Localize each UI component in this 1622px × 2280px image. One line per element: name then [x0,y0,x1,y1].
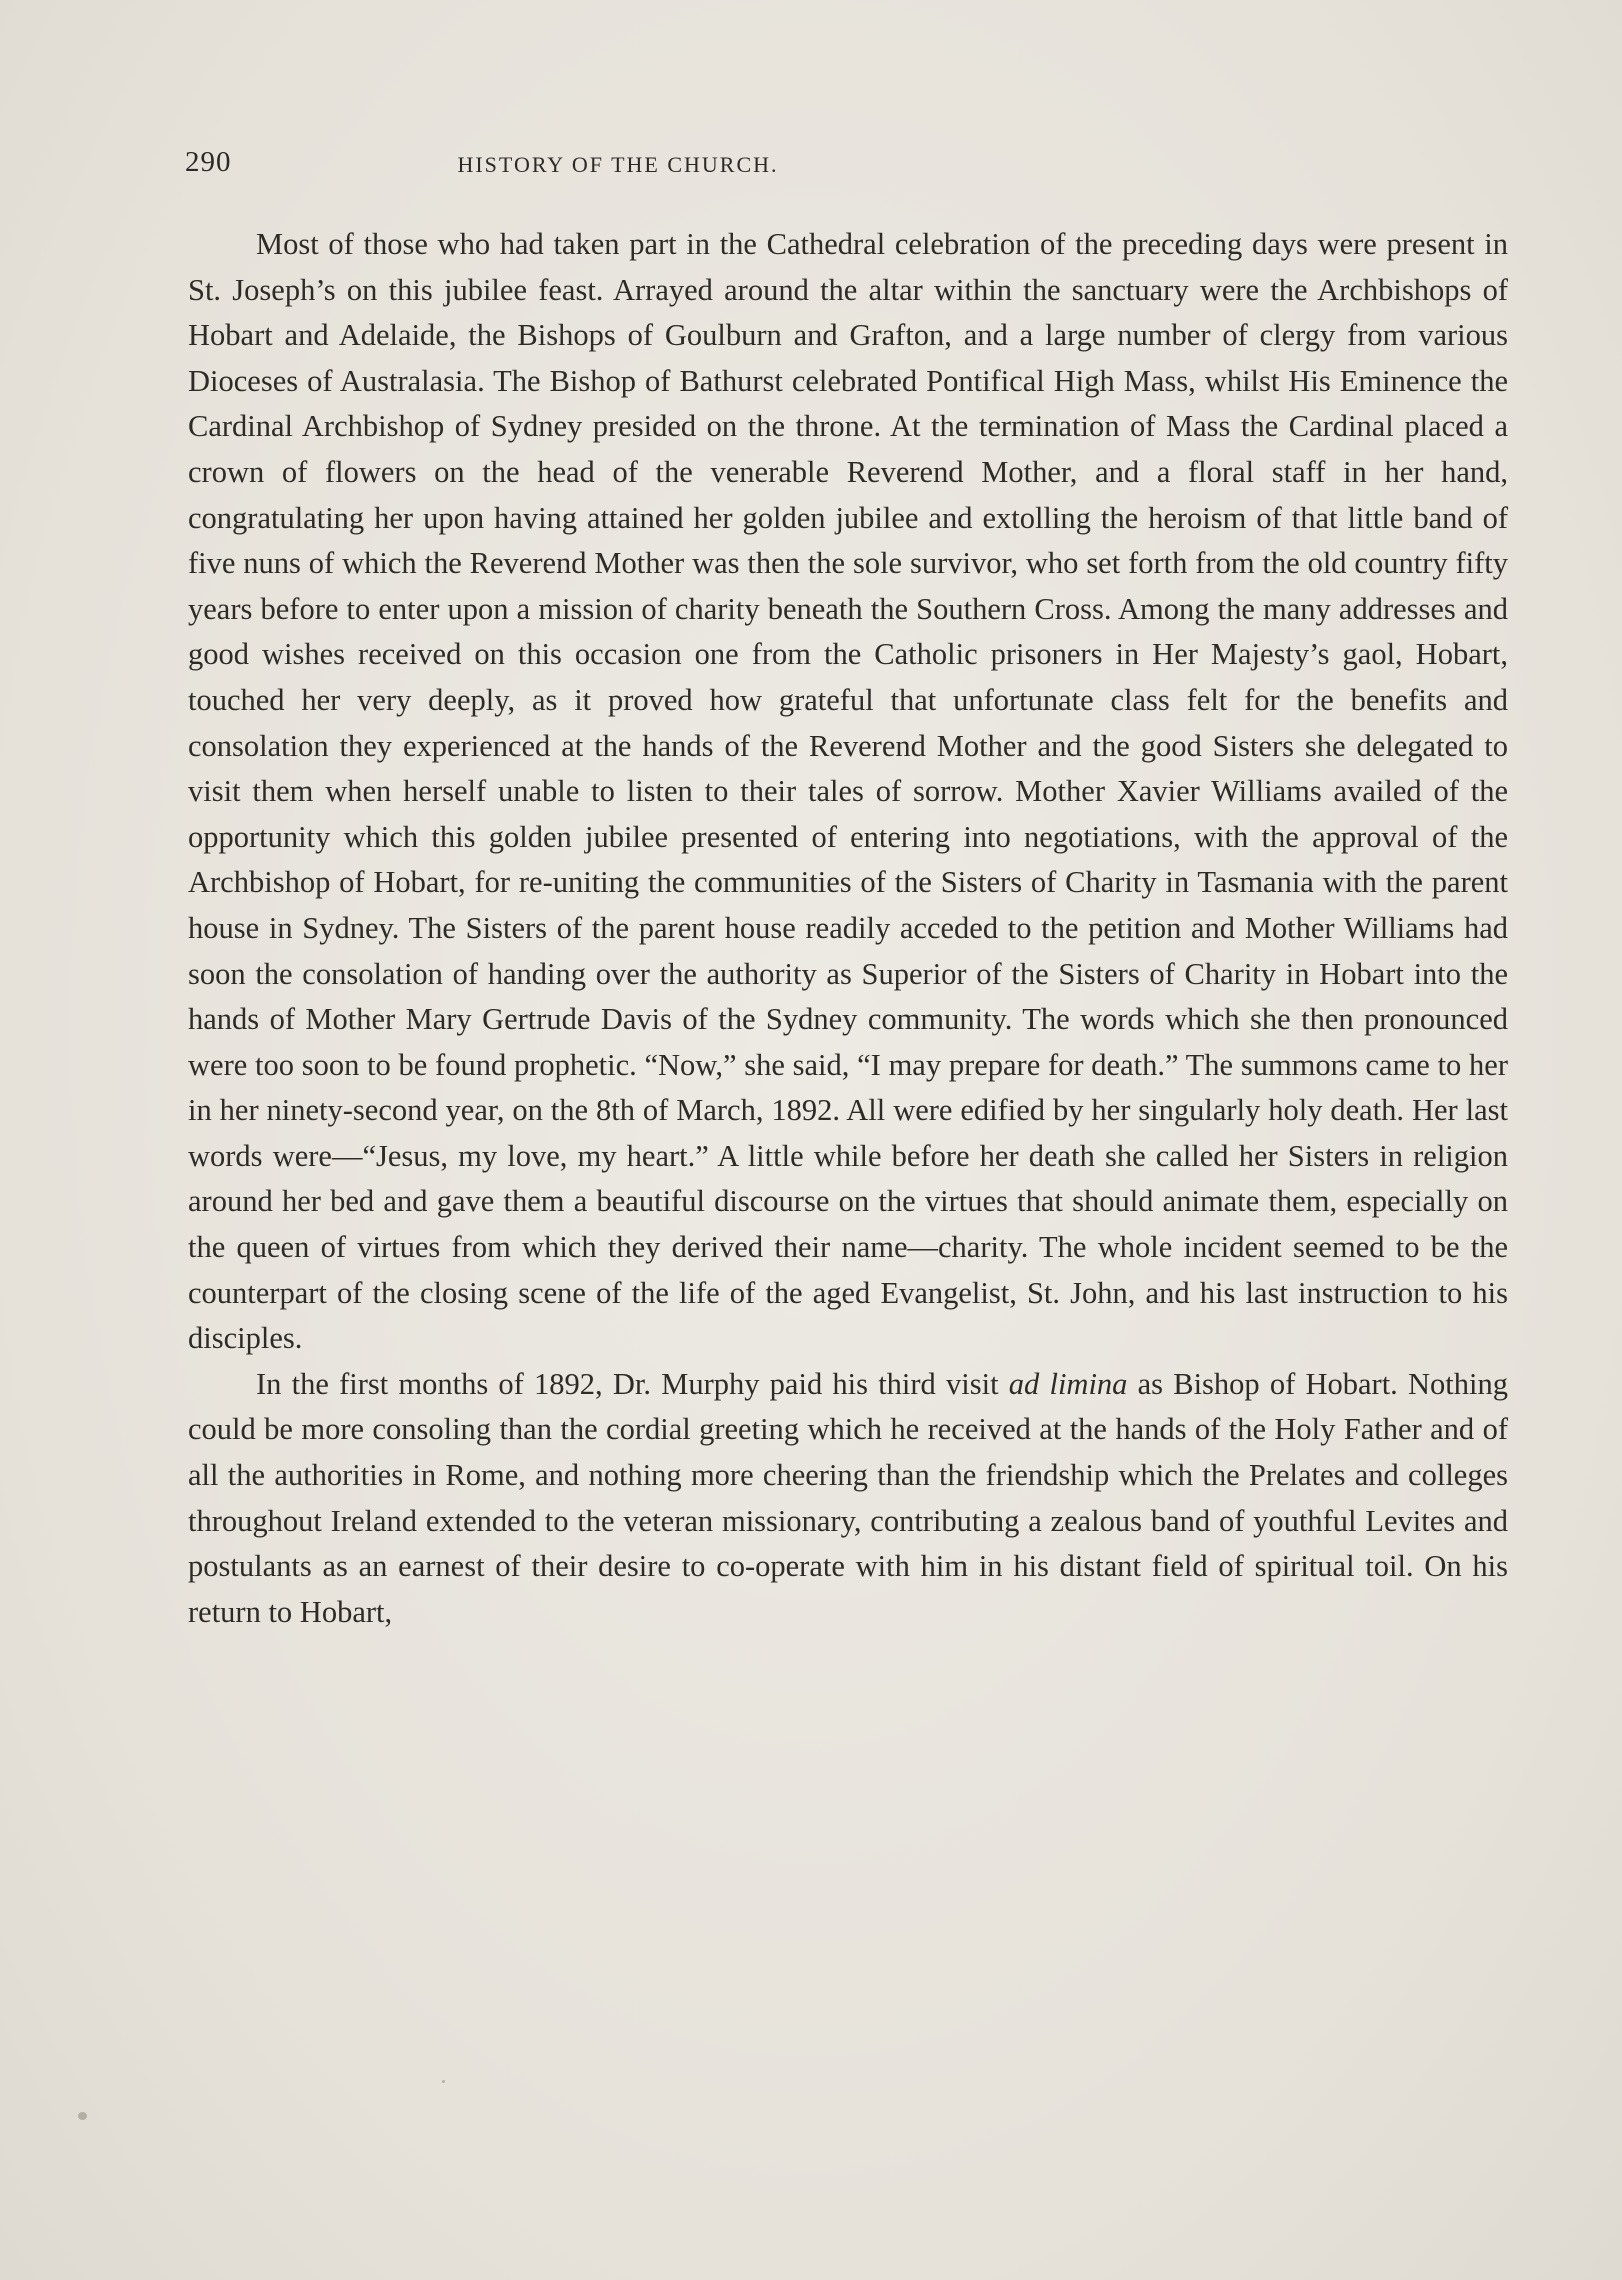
paper-speck [78,2112,87,2120]
paragraph-2-part-1: In the first months of 1892, Dr. Murphy paid his third visit [256,1366,1009,1401]
paper-speck [442,2080,445,2083]
body-text [188,222,1508,1635]
paragraph-2-part-2: as Bishop of Hobart. Nothing could be more consoling than the cordial greeting which he received at the hands of the Holy Father and of all the authorities in Rome, and nothing more cheering than the friendship which the Prelates and colleges throughout Ireland extended to the veteran missionary, contributing a zealous band of youthful Levites and postulants as an earnest of their desire to co-operate with him in his distant field of spiritual toil. On his return to Hobart, [188,1366,1508,1629]
running-title: HISTORY OF THE CHURCH. [457,152,779,177]
paragraph-1: Most of those who had taken part in the Cathedral celebration of the preceding days were present in St. Joseph’s on this jubilee feast. Arrayed around the altar within the sanctuary were the Archbishops of Hobart and Adelaide, the Bishops of Goulburn and Grafton, and a large number of clergy from various Dioceses of Australasia. The Bishop of Bathurst celebrated Pontifical High Mass, whilst His Eminence the Cardinal Archbishop of Sydney presided on the throne. At the termination of Mass the Cardinal placed a crown of flowers on the head of the venerable Reverend Mother, and a floral staff in her hand, congratulating her upon having attained her golden jubilee and extolling the heroism of that little band of five nuns of which the Reverend Mother was then the sole survivor, who set forth from the old country fifty years before to enter upon a mission of charity beneath the Southern Cross. Among the many addresses and good wishes received on this occasion one from the Catholic prisoners in Her Majesty’s gaol, Hobart, touched her very deeply, as it proved how grateful that unfortunate class felt for the benefits and consolation they experienced at the hands of the Reverend Mother and the good Sisters she delegated to visit them when herself unable to listen to their tales of sorrow. Mother Xavier Williams availed of the opportunity which this golden jubilee presented of entering into negotiations, with the approval of the Archbishop of Hobart, for re-uniting the communities of the Sisters of Charity in Tasmania with the parent house in Sydney. The Sisters of the parent house readily acceded to the petition and Mother Williams had soon the consolation of handing over the authority as Superior of the Sisters of Charity in Hobart into the hands of Mother Mary Gertrude Davis of the Sydney community. The words which she then pronounced were too soon to be found prophetic. “Now,” she said, “I may prepare for death.” The summons came to her in her ninety-second year, on the 8th of March, 1892. All were edified by her singularly holy death. Her last words were—“Jesus, my love, my heart.” A little while before her death she called her Sisters in religion around her bed and gave them a beautiful discourse on the virtues that should animate them, especially on the queen of virtues from which they derived their name—charity. The whole incident seemed to be the counterpart of the closing scene of the life of the aged Evangelist, St. John, and his last instruction to his disciples. [188,227,1508,1356]
latin-phrase: ad limina [1008,1366,1128,1401]
page-number: 290 [185,146,232,178]
running-header [185,146,1051,186]
paragraph-2 [188,1362,1508,1636]
